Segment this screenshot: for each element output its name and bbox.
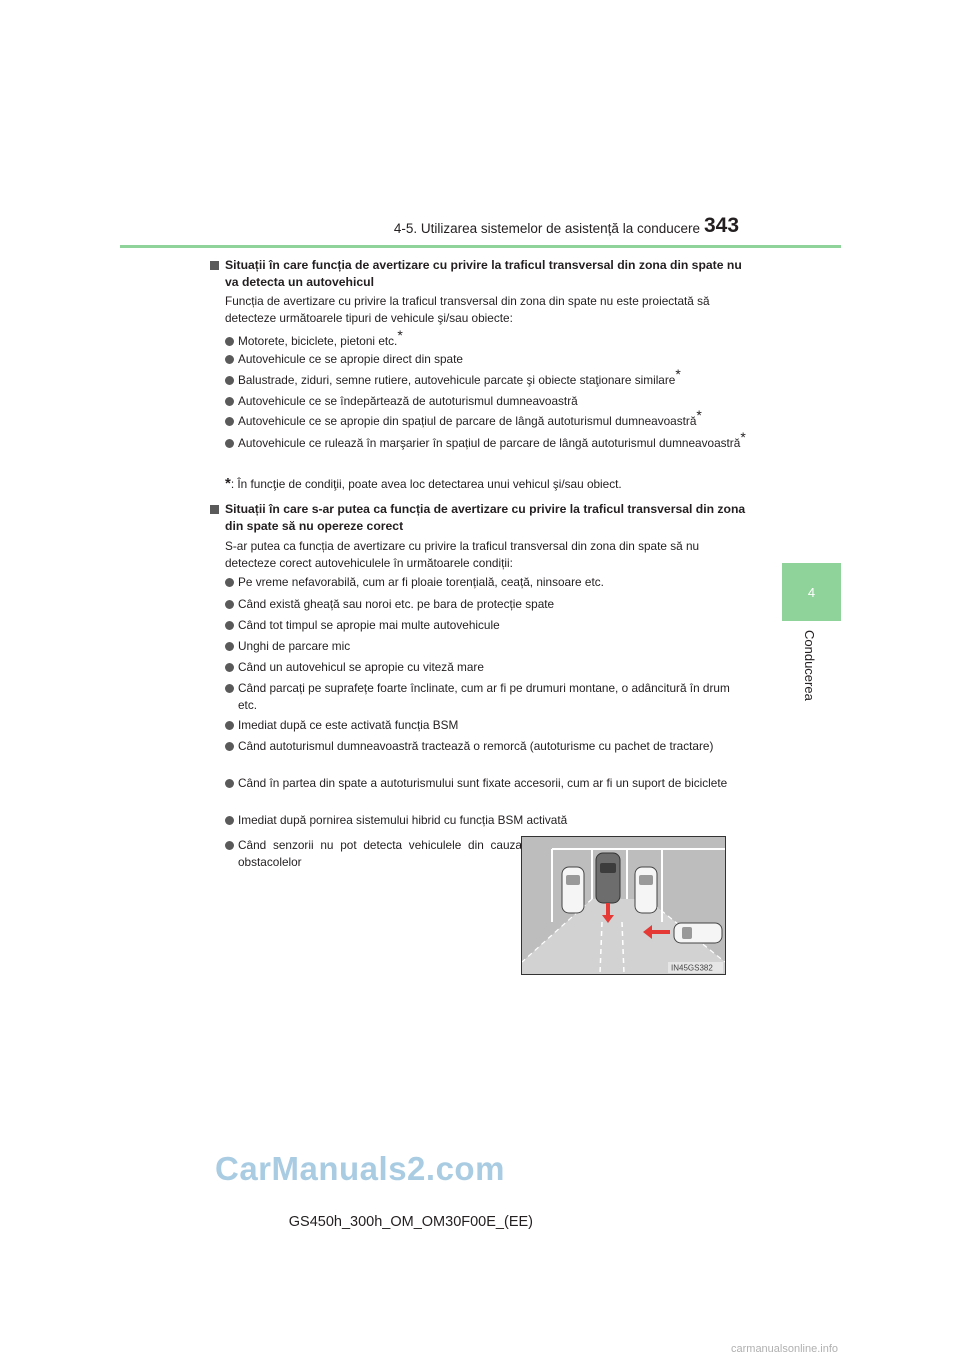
bullet-icon	[225, 841, 234, 850]
reverse-arrow	[606, 903, 610, 917]
list-item: Când există gheață sau noroi etc. pe bara de protecție spate	[225, 596, 750, 613]
header-rule	[120, 245, 841, 248]
list-item: Motorete, biciclete, pietoni etc.*	[225, 333, 750, 350]
watermark: CarManuals2.com	[215, 1150, 505, 1187]
list-item: Autovehicule ce se apropie direct din spate	[225, 351, 750, 368]
parking-diagram	[522, 837, 725, 974]
list-item: Când senzorii nu pot detecta vehiculele din cauza obstacolelor	[225, 837, 522, 871]
watermark-footer: carmanualsonline.info	[731, 1343, 839, 1355]
section-intro: Funcția de avertizare cu privire la traficul transversal din zona din spate nu este proiectată să detecteze următoarele tipuri de vehicule şi/sau obiecte:	[225, 294, 710, 325]
list-item: Când în partea din spate a autoturismului sunt fixate accesorii, cum ar fi un suport de biciclete	[225, 775, 750, 792]
bullet-icon	[225, 337, 234, 346]
list-item: Imediat după ce este activată funcția BSM	[225, 717, 750, 734]
chapter-number: 4	[807, 584, 816, 600]
asterisk-mark: *	[675, 366, 681, 383]
list-item: Când tot timpul se apropie mai multe autovehicule	[225, 617, 750, 634]
running-header: 4-5. Utilizarea sistemelor de asistență la conducere	[393, 221, 700, 236]
bullet-icon	[225, 417, 234, 426]
list-item: Unghi de parcare mic	[225, 638, 750, 655]
figure-code: IN45GS382	[671, 963, 713, 973]
list-item: Autovehicule ce rulează în marşarier în spațiul de parcare de lângă autoturismul dumneavoastră*	[225, 435, 750, 452]
parked-car	[562, 867, 584, 913]
approaching-car	[674, 923, 722, 943]
bullet-icon	[225, 376, 234, 385]
asterisk-mark: *	[696, 407, 702, 424]
list-item: Imediat după pornirea sistemului hibrid cu funcția BSM activată	[225, 812, 750, 829]
document-code: GS450h_300h_OM_OM30F00E_(EE)	[288, 1214, 533, 1230]
bullet-icon	[225, 684, 234, 693]
bullet-icon	[225, 439, 234, 448]
list-item: Autovehicule ce se îndepărtează de autoturismul dumneavoastră	[225, 393, 750, 410]
square-bullet-icon	[210, 505, 219, 514]
own-car	[596, 853, 620, 903]
bullet-icon	[225, 642, 234, 651]
list-item: Când parcați pe suprafețe foarte înclinate, cum ar fi pe drumuri montane, o adâncitură în drum etc.	[225, 680, 750, 714]
list-item: Pe vreme nefavorabilă, cum ar fi ploaie torențială, ceață, ninsoare etc.	[225, 574, 750, 591]
car-window	[600, 863, 616, 873]
list-item: Autovehicule ce se apropie din spațiul de parcare de lângă autoturismul dumneavoastră*	[225, 413, 750, 430]
approach-arrow	[650, 930, 670, 934]
bullet-icon	[225, 721, 234, 730]
bullet-icon	[225, 397, 234, 406]
car-window	[566, 875, 580, 885]
list-item: Când un autovehicul se apropie cu viteză mare	[225, 659, 750, 676]
list-item: Balustrade, ziduri, semne rutiere, autovehicule parcate şi obiecte staţionare similare*	[225, 372, 750, 389]
car-window	[682, 927, 692, 939]
asterisk-mark: *	[740, 429, 746, 446]
bullet-icon	[225, 663, 234, 672]
section-heading: Situații în care s-ar putea ca funcția de avertizare cu privire la traficul transversal din zona din spate să nu opereze corect	[210, 501, 750, 535]
bullet-icon	[225, 779, 234, 788]
bullet-icon	[225, 816, 234, 825]
asterisk-mark: *	[397, 327, 403, 344]
page-number: 343	[704, 214, 740, 237]
bullet-icon	[225, 621, 234, 630]
bullet-icon	[225, 578, 234, 587]
section-intro: S-ar putea ca funcția de avertizare cu privire la traficul transversal din zona din spate să nu detecteze corect autovehiculele în următoarele condiții:	[225, 539, 700, 570]
parking-illustration	[521, 836, 726, 975]
car-window	[639, 875, 653, 885]
parked-car	[635, 867, 657, 913]
section-heading: Situații în care funcția de avertizare cu privire la traficul transversal din zona din spate nu va detecta un autovehicul	[210, 257, 750, 291]
bullet-icon	[225, 355, 234, 364]
chapter-label: Conducerea	[802, 630, 817, 701]
footnote: *: În funcţie de condiţii, poate avea loc detectarea unui vehicul şi/sau obiect.	[225, 475, 622, 492]
chapter-tab	[782, 563, 841, 621]
square-bullet-icon	[210, 261, 219, 270]
bullet-icon	[225, 742, 234, 751]
bullet-icon	[225, 600, 234, 609]
list-item: Când autoturismul dumneavoastră tractează o remorcă (autoturisme cu pachet de tractare)	[225, 738, 750, 755]
